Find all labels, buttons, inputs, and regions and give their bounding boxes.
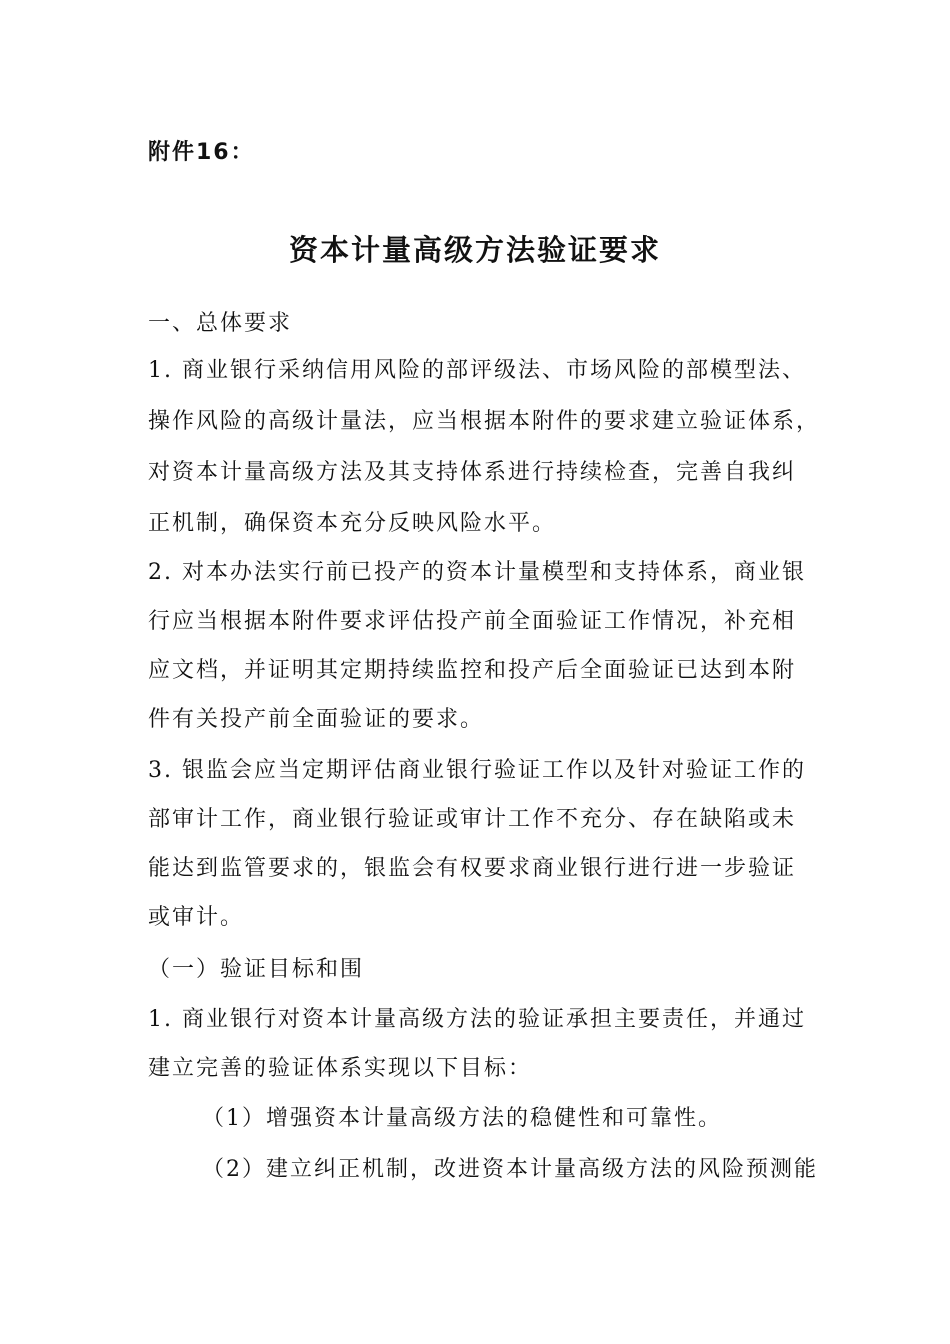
paragraph-line: 件有关投产前全面验证的要求。 (148, 707, 485, 732)
paragraph-line: 行应当根据本附件要求评估投产前全面验证工作情况，补充相 (148, 609, 797, 634)
list-item: （1）增强资本计量高级方法的稳健性和可靠性。 (202, 1106, 722, 1131)
section-heading-general: 一、总体要求 (148, 311, 293, 336)
paragraph-line: 操作风险的高级计量法，应当根据本附件的要求建立验证体系， (148, 409, 821, 434)
paragraph-line: 1. 商业银行采纳信用风险的部评级法、市场风险的部模型法、 (148, 358, 806, 383)
paragraph-line: 3. 银监会应当定期评估商业银行验证工作以及针对验证工作的 (148, 758, 806, 783)
paragraph-line: 对资本计量高级方法及其支持体系进行持续检查，完善自我纠 (148, 460, 797, 485)
paragraph-line: 建立完善的验证体系实现以下目标： (148, 1056, 533, 1081)
paragraph-line: 正机制，确保资本充分反映风险水平。 (148, 511, 557, 536)
paragraph-line: 应文档，并证明其定期持续监控和投产后全面验证已达到本附 (148, 658, 797, 683)
paragraph-line: 1. 商业银行对资本计量高级方法的验证承担主要责任，并通过 (148, 1007, 806, 1032)
annex-label: 附件16： (148, 140, 255, 165)
subsection-heading: （一）验证目标和围 (148, 957, 365, 982)
document-title: 资本计量高级方法验证要求 (288, 233, 661, 267)
paragraph-line: 2. 对本办法实行前已投产的资本计量模型和支持体系，商业银 (148, 560, 806, 585)
paragraph-line: 或审计。 (148, 905, 245, 930)
list-item: （2）建立纠正机制，改进资本计量高级方法的风险预测能 (202, 1157, 818, 1182)
paragraph-line: 能达到监管要求的，银监会有权要求商业银行进行进一步验证 (148, 856, 797, 881)
paragraph-line: 部审计工作，商业银行验证或审计工作不充分、存在缺陷或未 (148, 807, 797, 832)
